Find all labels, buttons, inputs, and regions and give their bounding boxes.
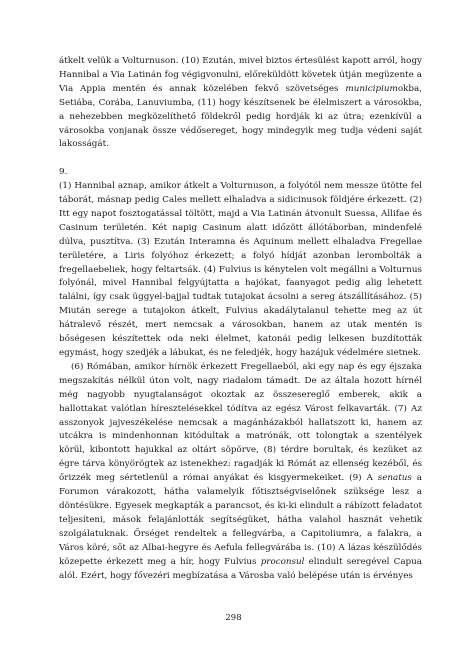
- italic-term: municipium: [345, 83, 398, 94]
- paragraph-gap: [59, 152, 422, 166]
- paragraph-section-9-part-2: (6) Rómában, amikor hírnök érkezett Fregellaeból, aki egy nap és egy éjszaka megszakítás nélkül úton volt, nagy riadalom támadt. De az általa hozott hírnél még nagyobb nyugtalanságot okoztak az összesereglő emberek, akik a hallottakat valótlan híresztelésekkel tódítva az egész Várost felkavarták. (7) Az asszonyok jajveszékelése nemcsak a magánházakból hallatszott ki, hanem az utcákra is mindenhonnan kitódultak a matrónák, ott tolongtak a szentélyek körül, kibontott hajukkal az oltárt söpörve, (8) térdre borultak, és kezüket az égre tárva könyörögtek az istenekhez: ragadják ki Rómát az ellenség kezéből, és őrizzék meg sértetlenül a római anyákat és kisgyermekeiket. (9) A senatus a Forumon várakozott, hátha valamelyik főtisztségviselőnek szüksége lesz a döntésükre. Egyesek megkapták a parancsot, és ki-ki elindult a rábízott feladatot teljesíteni, mások felajánlották segítségüket, hátha valahol hasznát vehetik szolgálatuknak. Őrséget rendeltek a fellegvárba, a Capitoliumra, a falakra, a Város köré, sőt az Albai-hegyre és Aefula fellegvárába is. (10) A lázas készülődés közepette érkezett meg a hír, hogy Fulvius proconsul elindult seregével Capua alól. Ezért, hogy fővezéri megbízatása a Városba való belépése után is érvényes: [59, 361, 423, 581]
- italic-term: proconsul: [260, 556, 305, 567]
- paragraph-continuation: átkelt velük a Volturnuson. (10) Ezután, mivel biztos értesülést kapott arról, hogy Hannibal a Via Latinán fog végigvonulni, előreküldött követek útján megüzente a Via Appia mentén és annak közelében fekvő szövetséges municipiumokba, Setiába, Corába, Lanuviumba, (11) hogy készítsenek be élelmiszert a városokba, a nehezebben megközelíthető földekről pedig hordják ki az útra; ezenkívül a városokba vonjanak össze védősereget, hogy mindegyik meg tudja védeni saját lakosságát.: [59, 56, 422, 150]
- italic-term: senatus: [377, 473, 412, 484]
- section-number: 9.: [59, 167, 68, 178]
- body-text: [59, 55, 422, 583]
- page-number: 298: [225, 613, 242, 623]
- paragraph-section-9-part-1: (1) Hannibal aznap, amikor átkelt a Volturnuson, a folyótól nem messze ütötte fel táborát, másnap pedig Cales mellett elhaladva a sidicinusok földjére érkezett. (2) Itt egy napot fosztogatással töltött, majd a Via Latinán átvonult Suessa, Allifae és Casinum területén. Két napig Casinum alatt időzött állótáborban, mindenfelé dúlva, pusztítva. (3) Ezután Interamna és Aquinum mellett elhaladva Fregellae területére, a Liris folyóhoz érkezett; a folyó hídját azonban lerombolták a fregellaebeliek, hogy feltartsák. (4) Fulvius is kénytelen volt megállni a Volturnus folyónál, mivel Hannibal felgyújtatta a hajókat, faanyagot pedig alig lehetett találni, így csak üggyel-bajjal tudtak tutajokat ácsolni a sereg átszállításához. (5) Miután serege a tutajokon átkelt, Fulvius akadálytalanul tehette meg az út hátralevő részét, mert nemcsak a városokban, hanem az utak mentén is bőségesen készítettek oda neki élelmet, katonái pedig lelkesen buzdították egymást, hogy szedjék a lábukat, és ne feledjék, hogy hazájuk védelmére sietnek.: [59, 181, 422, 359]
